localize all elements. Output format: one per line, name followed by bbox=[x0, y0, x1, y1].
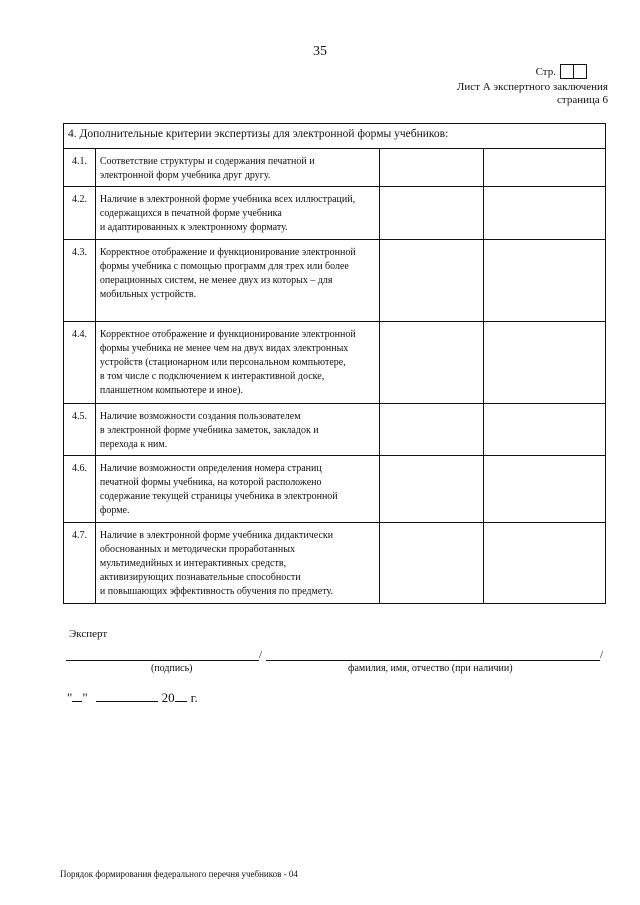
criterion-value-cell[interactable] bbox=[379, 149, 484, 187]
criterion-text-line: устройств (стационарном или персональном компьютере, bbox=[99, 357, 346, 368]
table-heading: 4. Дополнительные критерии экспертизы для электронной формы учебников: bbox=[64, 124, 606, 149]
signature-separator: / bbox=[259, 649, 263, 661]
criterion-number: 4.5. bbox=[64, 404, 96, 456]
criterion-number: 4.7. bbox=[64, 523, 96, 604]
date-year-suffix: г. bbox=[190, 690, 198, 705]
criterion-comment-cell[interactable] bbox=[484, 240, 606, 322]
expert-label: Эксперт bbox=[69, 628, 108, 640]
footer-text: Порядок формирования федерального перечня учебников - 04 bbox=[60, 869, 298, 879]
criterion-number: 4.2. bbox=[64, 187, 96, 240]
criterion-value-cell[interactable] bbox=[379, 187, 484, 240]
criterion-text-line: в том числе с подключением к интерактивной доске, bbox=[99, 371, 325, 382]
criterion-value-cell[interactable] bbox=[379, 322, 484, 404]
page-number: 35 bbox=[313, 44, 327, 59]
date-day-blank bbox=[72, 701, 82, 702]
criterion-comment-cell[interactable] bbox=[484, 523, 606, 604]
table-row bbox=[64, 149, 606, 187]
criterion-text-line: перехода к ним. bbox=[99, 439, 168, 450]
name-line bbox=[266, 660, 600, 661]
criterion-number: 4.1. bbox=[64, 149, 96, 187]
criterion-number: 4.3. bbox=[64, 240, 96, 322]
criteria-table bbox=[63, 123, 606, 604]
criterion-text bbox=[95, 322, 379, 404]
criterion-text-line: Наличие возможности определения номера страниц bbox=[99, 463, 322, 474]
criterion-text-line: формы учебника не менее чем на двух видах электронных bbox=[99, 343, 349, 354]
name-line-end: / bbox=[600, 649, 604, 661]
criterion-comment-cell[interactable] bbox=[484, 322, 606, 404]
criterion-comment-cell[interactable] bbox=[484, 404, 606, 456]
criterion-text bbox=[95, 456, 379, 523]
criterion-text-line: форме. bbox=[99, 505, 130, 516]
table-heading-row bbox=[64, 124, 606, 149]
page-box-2 bbox=[573, 64, 587, 79]
criterion-text bbox=[95, 149, 379, 187]
criterion-text bbox=[95, 187, 379, 240]
criterion-text-line: операционных систем, не менее двух из которых – для bbox=[99, 275, 333, 286]
table-row bbox=[64, 523, 606, 604]
criterion-text-line: и повышающих эффективность обучения по предмету. bbox=[99, 586, 333, 597]
date-row bbox=[67, 690, 198, 706]
criterion-text-line: и адаптированных к электронному формату. bbox=[99, 222, 288, 233]
date-open-quote: " bbox=[67, 690, 73, 705]
criterion-text-line: электронной форм учебника друг другу. bbox=[99, 170, 271, 181]
criterion-text-line: активизирующих познавательные способности bbox=[99, 572, 301, 583]
date-month-blank bbox=[96, 701, 158, 702]
name-caption: фамилия, имя, отчество (при наличии) bbox=[348, 663, 513, 674]
table-row bbox=[64, 240, 606, 322]
signature-line bbox=[66, 660, 259, 661]
page-label-text: Стр. bbox=[535, 65, 556, 78]
criterion-comment-cell[interactable] bbox=[484, 149, 606, 187]
date-year-blank bbox=[175, 701, 187, 702]
criterion-value-cell[interactable] bbox=[379, 240, 484, 322]
criterion-value-cell[interactable] bbox=[379, 523, 484, 604]
criterion-text-line: планшетном компьютере и иное). bbox=[99, 385, 243, 396]
criterion-number: 4.4. bbox=[64, 322, 96, 404]
page-box-1 bbox=[560, 64, 574, 79]
criterion-text bbox=[95, 523, 379, 604]
table-row bbox=[64, 322, 606, 404]
criterion-text-line: обоснованных и методически проработанных bbox=[99, 544, 295, 555]
criterion-text-line: печатной формы учебника, на которой расположено bbox=[99, 477, 322, 488]
criterion-comment-cell[interactable] bbox=[484, 187, 606, 240]
criterion-text-line: мультимедийных и интерактивных средств, bbox=[99, 558, 287, 569]
criterion-text-line: Соответствие структуры и содержания печатной и bbox=[99, 156, 315, 167]
criterion-text-line: содержащихся в печатной форме учебника bbox=[99, 208, 282, 219]
date-year-prefix: 20 bbox=[161, 690, 175, 705]
criterion-text-line: Наличие в электронной форме учебника всех иллюстраций, bbox=[99, 194, 356, 205]
criterion-text-line: в электронной форме учебника заметок, закладок и bbox=[99, 425, 319, 436]
criterion-text-line: содержание текущей страницы учебника в электронной bbox=[99, 491, 338, 502]
criterion-text-line: Наличие возможности создания пользователем bbox=[99, 411, 301, 422]
criterion-value-cell[interactable] bbox=[379, 404, 484, 456]
criterion-text-line: Корректное отображение и функционирование электронной bbox=[99, 329, 356, 340]
criterion-text bbox=[95, 404, 379, 456]
sheet-page: страница 6 bbox=[557, 94, 608, 106]
criterion-comment-cell[interactable] bbox=[484, 456, 606, 523]
table-row bbox=[64, 187, 606, 240]
criterion-text bbox=[95, 240, 379, 322]
page-label bbox=[536, 64, 587, 79]
table-row bbox=[64, 404, 606, 456]
signature-caption: (подпись) bbox=[151, 663, 193, 674]
sheet-title: Лист А экспертного заключения bbox=[456, 81, 608, 93]
criterion-text-line: мобильных устройств. bbox=[99, 289, 197, 300]
criterion-value-cell[interactable] bbox=[379, 456, 484, 523]
date-close-quote: " bbox=[82, 690, 88, 705]
table-row bbox=[64, 456, 606, 523]
criterion-text-line: Наличие в электронной форме учебника дидактически bbox=[99, 530, 334, 541]
criterion-number: 4.6. bbox=[64, 456, 96, 523]
criterion-text-line: Корректное отображение и функционирование электронной bbox=[99, 247, 356, 258]
criterion-text-line: формы учебника с помощью программ для трех или более bbox=[99, 261, 349, 272]
